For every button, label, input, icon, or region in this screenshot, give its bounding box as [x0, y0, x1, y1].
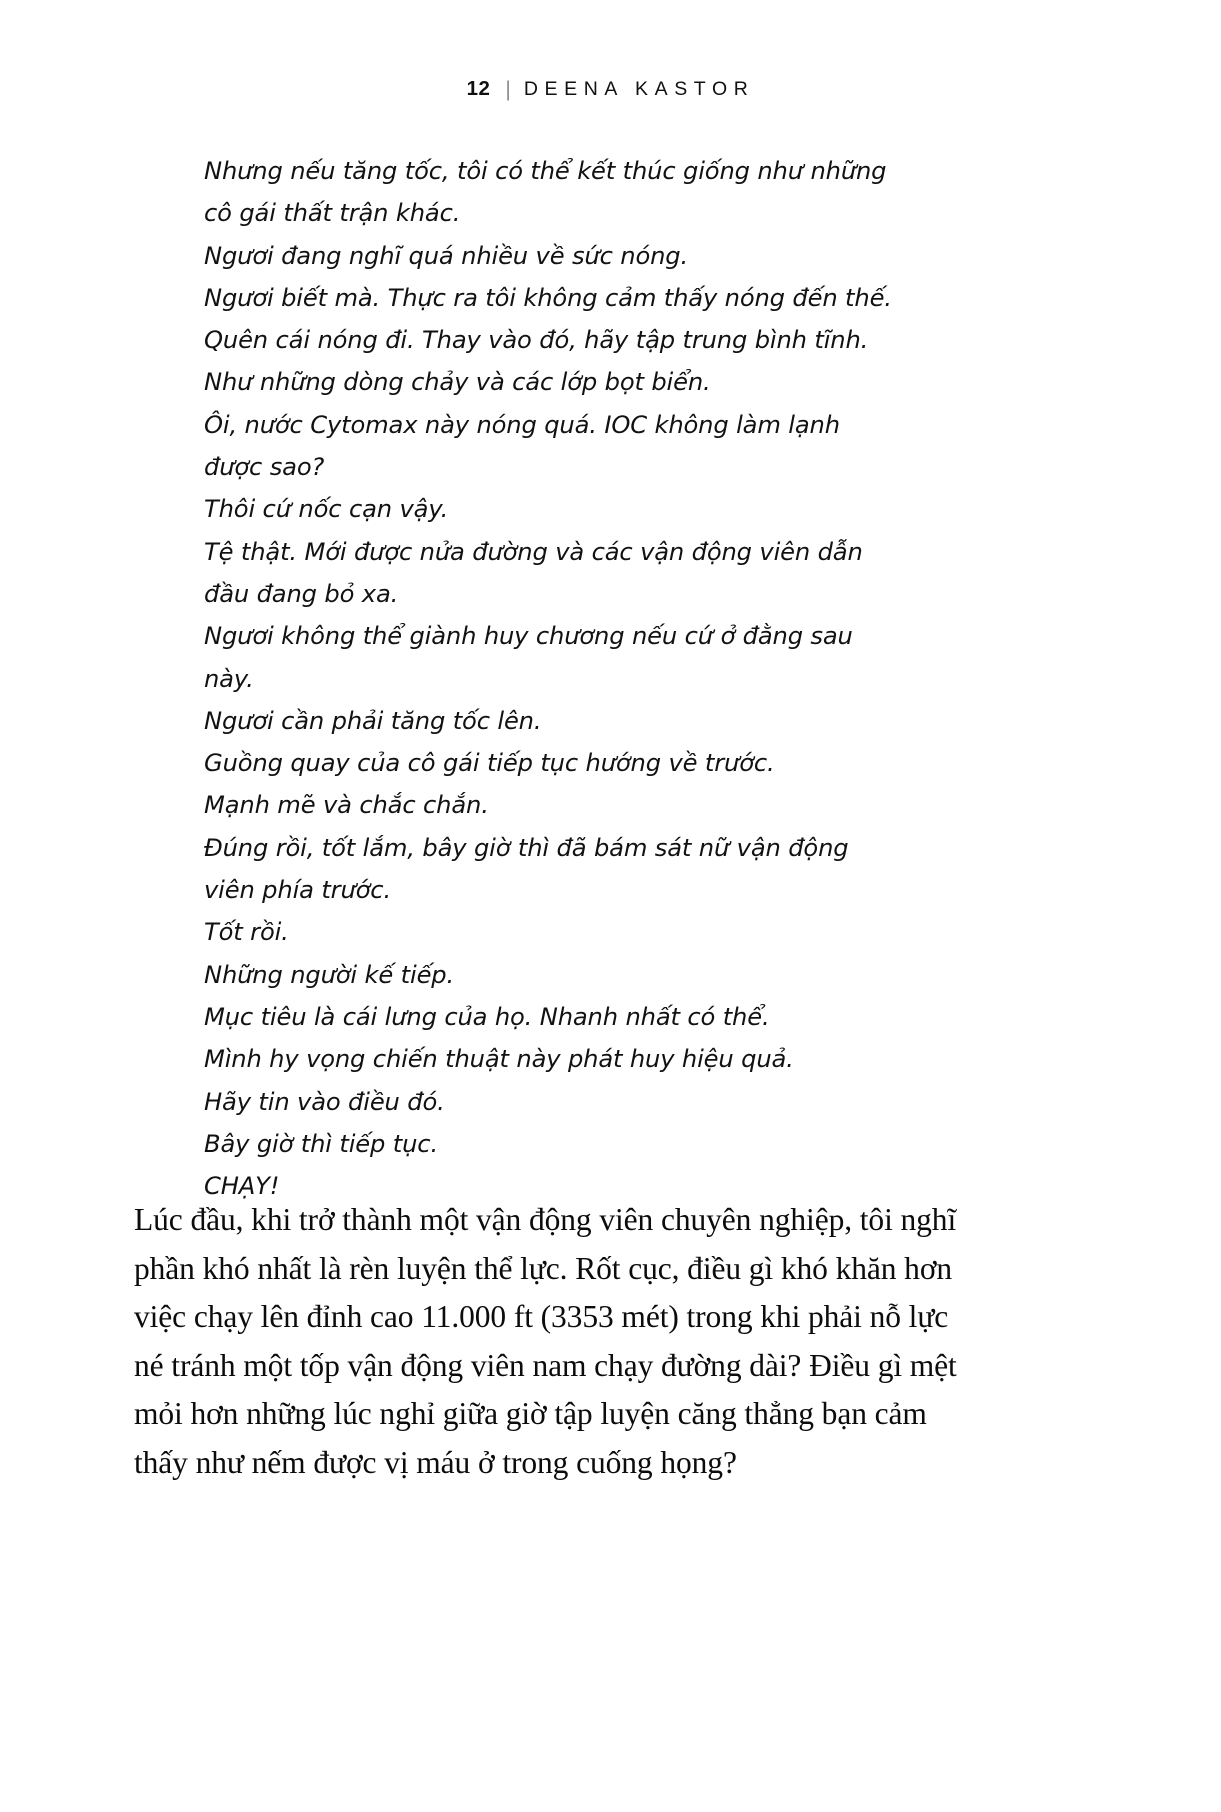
monologue-line: Ngươi đang nghĩ quá nhiều về sức nóng. — [204, 241, 689, 270]
body-paragraph-line: việc chạy lên đỉnh cao 11.000 ft (3353 mét) trong khi phải nỗ lực — [134, 1299, 949, 1334]
body-paragraph-line: Lúc đầu, khi trở thành một vận động viên chuyên nghiệp, tôi nghĩ — [134, 1202, 957, 1237]
monologue-line: Hãy tin vào điều đó. — [204, 1087, 445, 1116]
monologue-line: Như những dòng chảy và các lớp bọt biển. — [204, 368, 711, 397]
monologue-line: Những người kế tiếp. — [204, 960, 455, 989]
running-head — [0, 76, 1221, 102]
monologue-line: Ôi, nước Cytomax này nóng quá. IOC không làm lạnh được sao? — [204, 410, 840, 482]
monologue-line: Ngươi không thể giành huy chương nếu cứ ở đằng sau này. — [204, 622, 853, 693]
inner-monologue-block — [204, 150, 904, 1207]
running-head-author: DEENA KASTOR — [523, 78, 755, 100]
monologue-line: Tốt rồi. — [204, 918, 289, 947]
monologue-line: Quên cái nóng đi. Thay vào đó, hãy tập trung bình tĩnh. — [204, 326, 869, 355]
body-paragraph-line: thấy như nếm được vị máu ở trong cuống họng? — [134, 1444, 737, 1480]
monologue-line: Mục tiêu là cái lưng của họ. Nhanh nhất có thể. — [204, 1002, 770, 1031]
monologue-line: Mạnh mẽ và chắc chắn. — [204, 791, 489, 820]
monologue-line: Đúng rồi, tốt lắm, bây giờ thì đã bám sát nữ vận động viên phía trước. — [204, 833, 849, 905]
monologue-line: CHẠY! — [204, 1172, 280, 1201]
body-paragraph-line: mỏi hơn những lúc nghỉ giữa giờ tập luyện căng thẳng bạn cảm — [134, 1396, 927, 1431]
monologue-line: Thôi cứ nốc cạn vậy. — [204, 495, 449, 524]
body-paragraph-line: né tránh một tốp vận động viên nam chạy đường dài? Điều gì mệt — [134, 1347, 957, 1383]
monologue-line: Ngươi biết mà. Thực ra tôi không cảm thấy nóng đến thế. — [204, 283, 892, 312]
monologue-line: Nhưng nếu tăng tốc, tôi có thể kết thúc giống như những cô gái thất trận khác. — [204, 157, 887, 228]
monologue-line: Mình hy vọng chiến thuật này phát huy hiệu quả. — [204, 1045, 794, 1074]
monologue-line: Bây giờ thì tiếp tục. — [204, 1129, 438, 1158]
monologue-line: Ngươi cần phải tăng tốc lên. — [204, 706, 542, 735]
monologue-line: Tệ thật. Mới được nửa đường và các vận động viên dẫn đầu đang bỏ xa. — [204, 537, 863, 608]
running-head-separator: | — [505, 78, 511, 101]
body-paragraph-line: phần khó nhất là rèn luyện thể lực. Rốt cục, điều gì khó khăn hơn — [134, 1250, 953, 1286]
page-number: 12 — [466, 77, 491, 100]
body-paragraph — [134, 1196, 957, 1487]
monologue-line: Guồng quay của cô gái tiếp tục hướng về trước. — [204, 749, 775, 778]
body-paragraph-block — [134, 1196, 957, 1487]
